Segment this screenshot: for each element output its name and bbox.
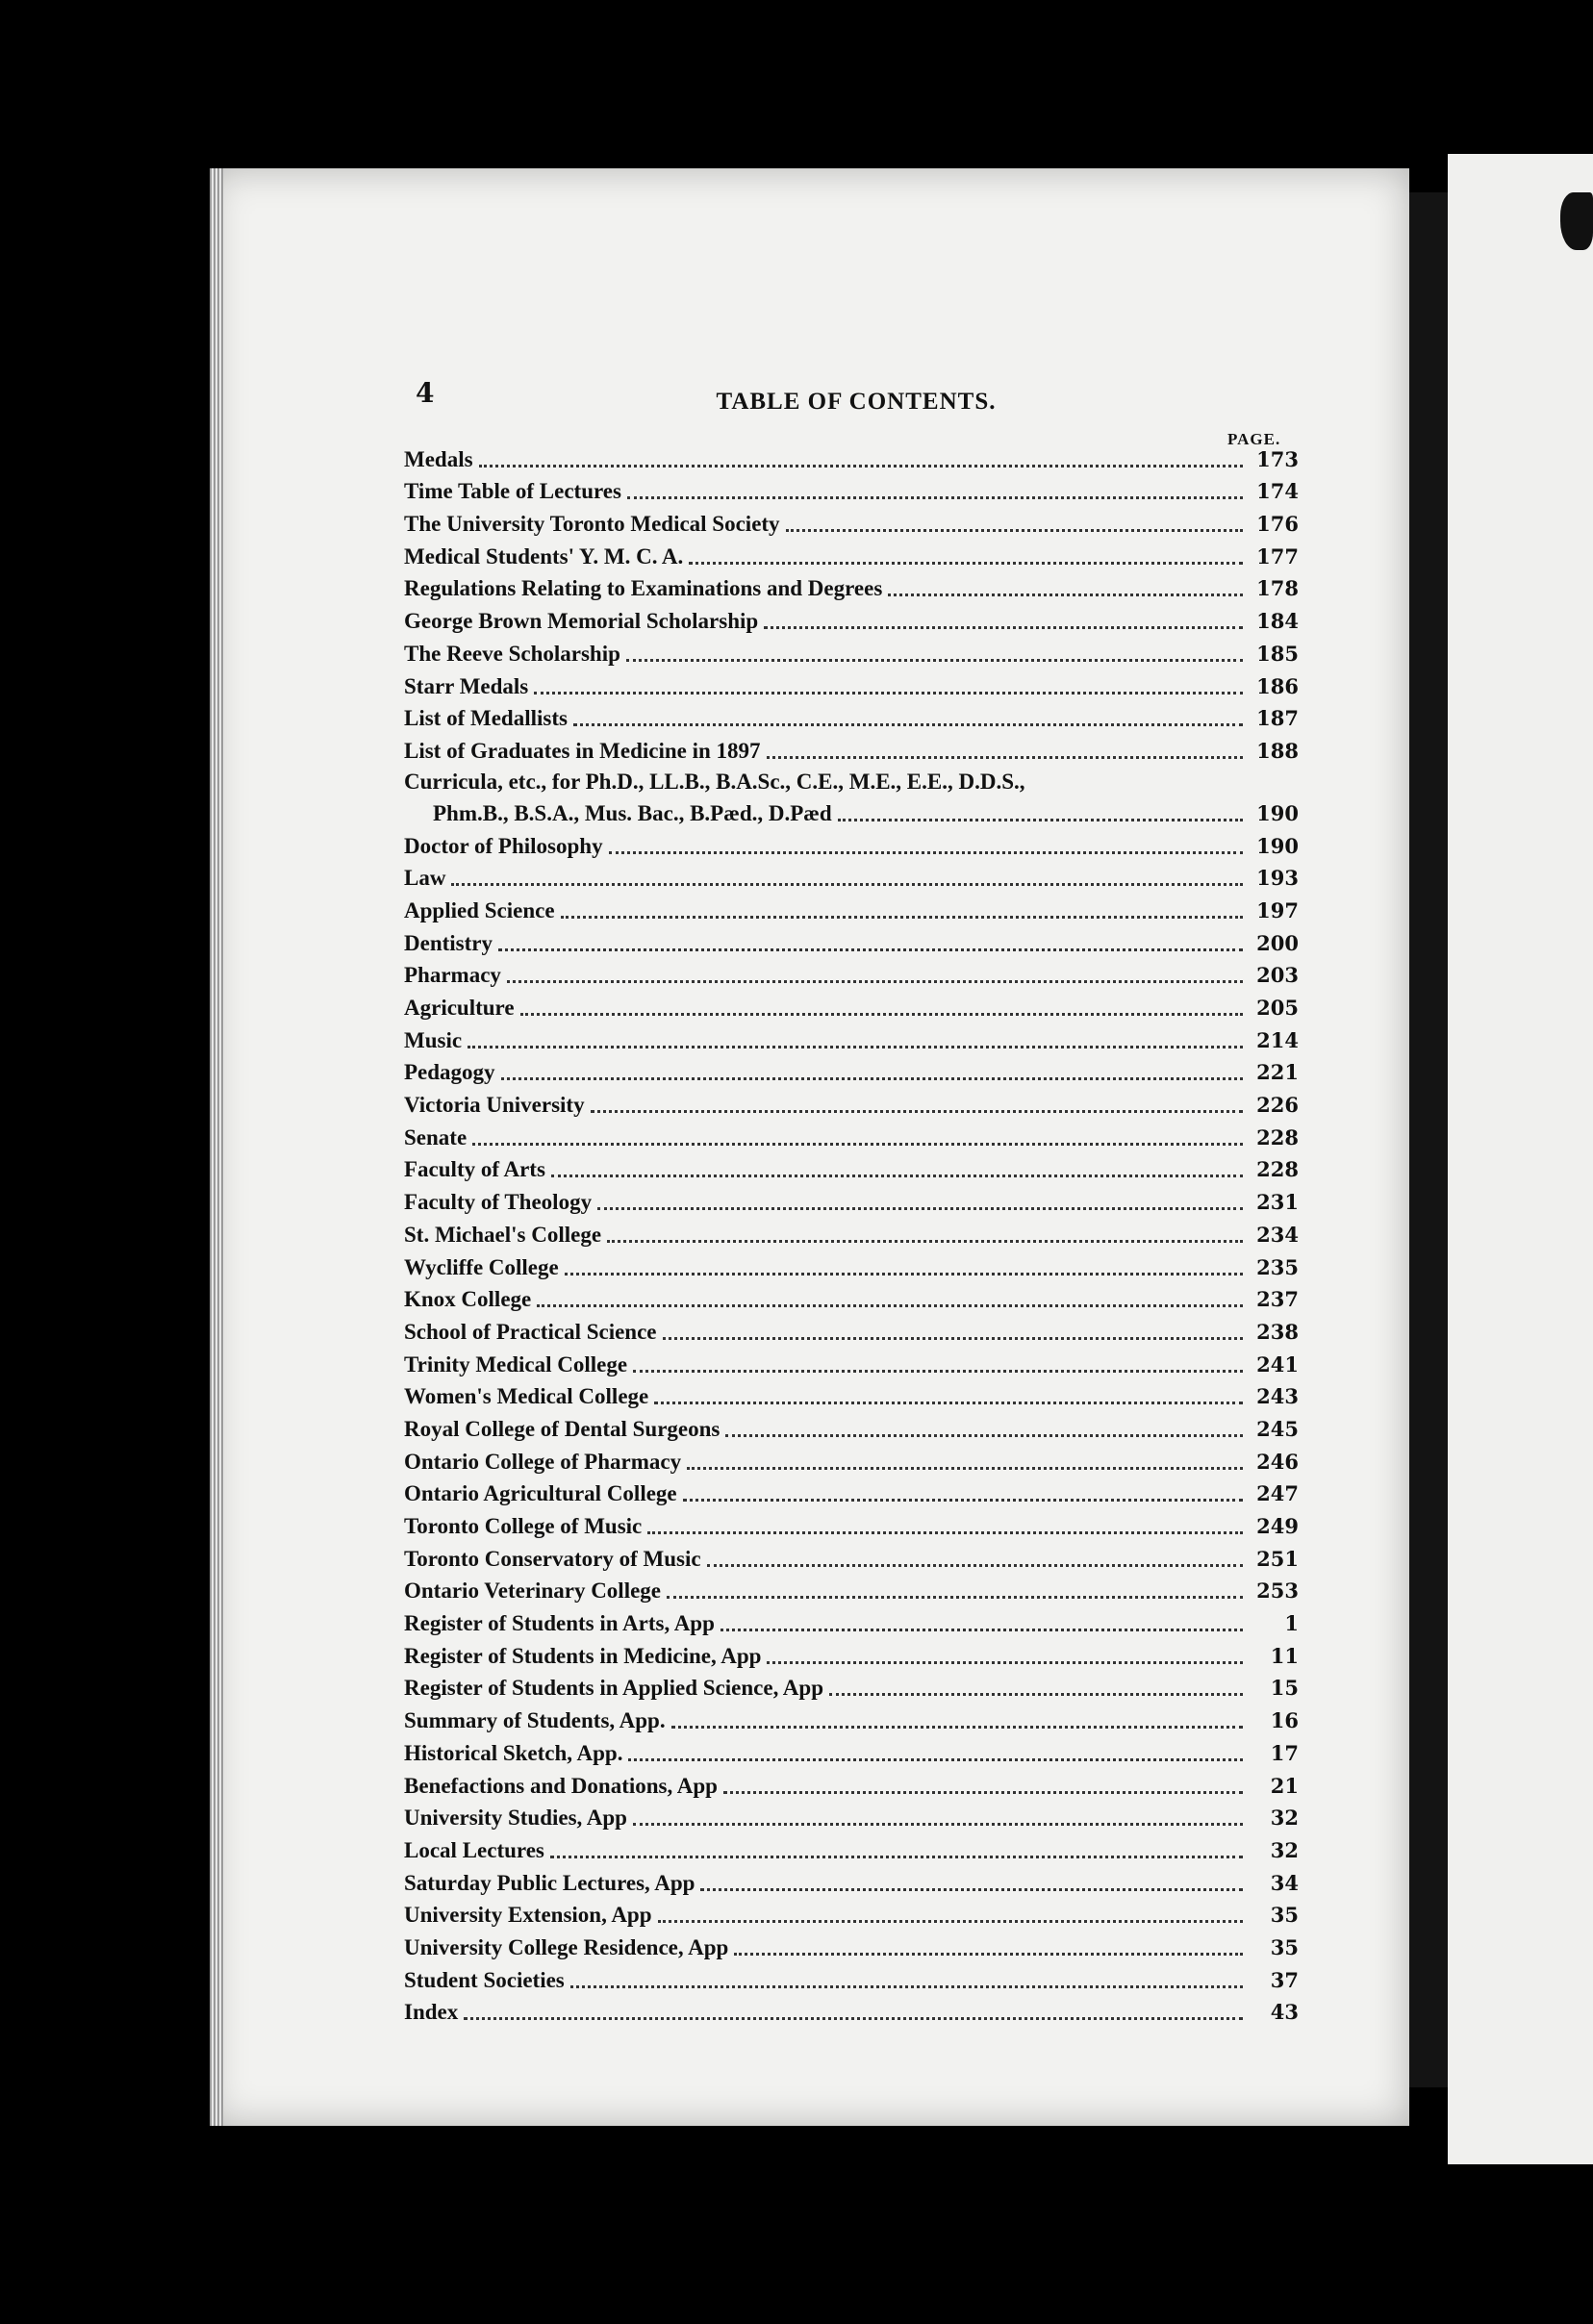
toc-entry-page: 21 [1270, 1773, 1299, 1798]
dot-leader [498, 948, 1243, 951]
toc-entry-page: 226 [1256, 1093, 1299, 1118]
toc-entry-page: 237 [1256, 1287, 1299, 1312]
dot-leader [468, 1046, 1243, 1048]
dot-leader [667, 1596, 1243, 1599]
toc-entry-page: 176 [1256, 512, 1299, 537]
toc-entry-page: 214 [1256, 1027, 1299, 1052]
toc-entry [404, 441, 1299, 473]
page-title: TABLE OF CONTENTS. [716, 389, 997, 415]
toc-entry [404, 1476, 1299, 1508]
dot-leader [451, 883, 1243, 886]
toc-entry-page: 228 [1256, 1157, 1299, 1182]
toc-entry-title: Saturday Public Lectures, App [404, 1870, 695, 1895]
toc-entry-title: Victoria University [404, 1093, 585, 1118]
toc-entry-page: 186 [1256, 673, 1299, 698]
toc-entry-title: University College Residence, App [404, 1934, 729, 1959]
toc-entry-title: Trinity Medical College [404, 1351, 628, 1377]
dot-leader [551, 1175, 1243, 1177]
toc-entry-page: 203 [1256, 963, 1299, 988]
dot-leader [683, 1499, 1243, 1502]
toc-entry-title: St. Michael's College [404, 1222, 602, 1247]
dot-leader [786, 529, 1243, 532]
facing-page-edge [1448, 154, 1593, 2164]
toc-entry [404, 1346, 1299, 1378]
dot-leader [654, 1402, 1243, 1404]
toc-entry-page: 231 [1256, 1190, 1299, 1215]
toc-entry-title: Law [404, 866, 446, 891]
toc-entry [404, 700, 1299, 733]
dot-leader [633, 1823, 1243, 1826]
toc-entry-page: 249 [1256, 1514, 1299, 1538]
toc-entry [404, 668, 1299, 700]
dot-leader [647, 1531, 1243, 1534]
toc-entry-title: University Studies, App [404, 1806, 627, 1831]
toc-entry-title: Historical Sketch, App. [404, 1740, 623, 1765]
dot-leader [725, 1434, 1243, 1437]
toc-entry-page: 174 [1256, 479, 1299, 504]
toc-entry [404, 505, 1299, 538]
toc-entry [404, 635, 1299, 668]
dot-leader [700, 1888, 1243, 1891]
toc-entry-page: 205 [1256, 996, 1299, 1020]
toc-entry [404, 1249, 1299, 1281]
toc-entry [404, 1767, 1299, 1800]
toc-entry [404, 1378, 1299, 1411]
toc-entry-page: 35 [1270, 1934, 1299, 1959]
toc-entry [404, 1410, 1299, 1443]
toc-entry-title: Knox College [404, 1287, 532, 1312]
toc-entry [404, 957, 1299, 990]
toc-entry-title: Wycliffe College [404, 1254, 559, 1279]
dot-leader [573, 723, 1243, 726]
toc-entry [404, 827, 1299, 860]
dot-leader [721, 1629, 1243, 1631]
toc-entry-page: 221 [1256, 1060, 1299, 1085]
toc-entry [404, 1151, 1299, 1184]
toc-entry [404, 1183, 1299, 1216]
toc-entry [404, 989, 1299, 1022]
toc-entry-title: George Brown Memorial Scholarship [404, 609, 759, 634]
toc-entry-title: Senate [404, 1124, 468, 1149]
toc-entry-title: Medals [404, 446, 473, 471]
dot-leader [888, 594, 1243, 596]
toc-entry [404, 1281, 1299, 1314]
toc-entry-title: Pedagogy [404, 1060, 495, 1085]
dot-leader [537, 1304, 1243, 1307]
toc-entry [404, 1604, 1299, 1637]
dot-leader [464, 2017, 1243, 2020]
toc-entry [404, 1573, 1299, 1605]
dot-leader [829, 1693, 1243, 1696]
toc-entry-page: 16 [1270, 1708, 1299, 1733]
toc-entry-title: Music [404, 1027, 463, 1052]
dot-leader [626, 659, 1243, 662]
dot-leader [838, 819, 1243, 821]
dot-leader [561, 916, 1243, 919]
toc-entry-page: 245 [1256, 1416, 1299, 1441]
toc-entry [404, 1507, 1299, 1540]
toc-entry-page: 251 [1256, 1546, 1299, 1571]
toc-entry [404, 924, 1299, 957]
toc-entry-title: Faculty of Arts [404, 1157, 545, 1182]
page-number: 4 [416, 377, 435, 409]
table-of-contents [404, 441, 1299, 2026]
toc-entry-page: 241 [1256, 1351, 1299, 1377]
toc-entry [404, 1637, 1299, 1670]
toc-entry-page: 37 [1270, 1967, 1299, 1992]
toc-entry-title: Toronto Conservatory of Music [404, 1546, 701, 1571]
toc-entry-title: Faculty of Theology [404, 1190, 593, 1215]
dot-leader [534, 692, 1243, 695]
dot-leader [607, 1240, 1243, 1243]
toc-entry [404, 1929, 1299, 1961]
toc-entry-title: Regulations Relating to Examinations and Degrees [404, 576, 883, 601]
toc-entry [404, 1540, 1299, 1573]
toc-entry-page: 184 [1256, 609, 1299, 634]
toc-entry-page: 185 [1256, 641, 1299, 666]
toc-entry-title: Summary of Students, App. [404, 1708, 666, 1733]
dot-leader [764, 626, 1243, 629]
toc-entry-title: Dentistry [404, 930, 493, 955]
toc-entry-title: Ontario Veterinary College [404, 1579, 662, 1604]
toc-entry-title: Register of Students in Arts, App [404, 1611, 715, 1636]
toc-entry-page: 246 [1256, 1449, 1299, 1474]
dot-leader [707, 1564, 1243, 1567]
dot-leader [767, 756, 1243, 759]
dot-leader [628, 1758, 1243, 1761]
dot-leader [633, 1370, 1243, 1373]
toc-entry [404, 1897, 1299, 1930]
toc-entry [404, 1216, 1299, 1249]
toc-entry-page: 253 [1256, 1579, 1299, 1604]
toc-entry [404, 1702, 1299, 1734]
toc-entry-title-continued: Phm.B., B.S.A., Mus. Bac., B.Pæd., D.Pæd [433, 800, 832, 825]
toc-entry-page: 193 [1256, 866, 1299, 891]
toc-entry-page: 197 [1256, 897, 1299, 922]
toc-entry [404, 1670, 1299, 1703]
toc-entry-page: 247 [1256, 1481, 1299, 1506]
toc-entry-title: Women's Medical College [404, 1384, 649, 1409]
toc-entry-title: Benefactions and Donations, App [404, 1773, 718, 1798]
toc-entry-title: List of Graduates in Medicine in 1897 [404, 738, 761, 763]
toc-entry-page: 235 [1256, 1254, 1299, 1279]
dot-leader [734, 1953, 1243, 1956]
toc-entry-page: 43 [1270, 2000, 1299, 2025]
dot-leader [671, 1726, 1243, 1729]
dot-leader [565, 1273, 1243, 1276]
toc-entry-title: Starr Medals [404, 673, 529, 698]
toc-entry-title: The Reeve Scholarship [404, 641, 620, 666]
toc-entry-page: 11 [1270, 1643, 1299, 1668]
toc-entry-page: 32 [1270, 1806, 1299, 1831]
toc-entry-title: Register of Students in Medicine, App [404, 1643, 762, 1668]
toc-entry [404, 538, 1299, 570]
dot-leader [570, 1985, 1243, 1988]
toc-entry [404, 1443, 1299, 1476]
dot-leader [627, 496, 1243, 499]
toc-entry-page: 200 [1256, 930, 1299, 955]
toc-entry-title: Medical Students' Y. M. C. A. [404, 543, 684, 568]
toc-entry-title: Doctor of Philosophy [404, 833, 603, 858]
toc-entry-title: Student Societies [404, 1967, 565, 1992]
toc-entry-title: Applied Science [404, 897, 555, 922]
toc-entry-title: Register of Students in Applied Science, App [404, 1676, 823, 1701]
book-gutter [1409, 192, 1448, 2087]
toc-entry [404, 732, 1299, 765]
dot-leader [658, 1920, 1243, 1923]
toc-entry-title: List of Medallists [404, 706, 568, 731]
toc-entry-title: Toronto College of Music [404, 1514, 643, 1538]
toc-entry [404, 1313, 1299, 1346]
dot-leader [550, 1856, 1243, 1858]
toc-entry-title: Local Lectures [404, 1837, 544, 1862]
toc-entry-page: 177 [1256, 543, 1299, 568]
toc-entry [404, 1864, 1299, 1897]
dot-leader [689, 562, 1243, 565]
dot-leader [507, 980, 1243, 983]
toc-entry [404, 892, 1299, 924]
toc-entry [404, 1994, 1299, 2027]
dot-leader [687, 1467, 1243, 1470]
dot-leader [479, 465, 1243, 467]
toc-entry [404, 1734, 1299, 1767]
toc-entry-page: 190 [1256, 800, 1299, 825]
toc-entry-title: The University Toronto Medical Society [404, 512, 780, 537]
toc-entry-page: 173 [1256, 446, 1299, 471]
dot-leader [597, 1207, 1243, 1210]
toc-entry-title: Index [404, 2000, 459, 2025]
toc-entry-title: Ontario Agricultural College [404, 1481, 677, 1506]
toc-entry-page: 187 [1256, 706, 1299, 731]
toc-entry [404, 602, 1299, 635]
dot-leader [663, 1337, 1243, 1340]
dot-leader [520, 1013, 1243, 1016]
page-edges [210, 168, 223, 2126]
toc-entry-title: Agriculture [404, 996, 515, 1020]
page-column-label: PAGE. [1227, 430, 1281, 448]
toc-entry-page: 34 [1270, 1870, 1299, 1895]
toc-entry-page: 234 [1256, 1222, 1299, 1247]
toc-entry [404, 1961, 1299, 1994]
toc-entry-title: Time Table of Lectures [404, 479, 621, 504]
toc-entry-title: Curricula, etc., for Ph.D., LL.B., B.A.Sc., C.E., M.E., E.E., D.D.S., [404, 769, 1025, 794]
toc-entry [404, 765, 1299, 827]
toc-entry [404, 1800, 1299, 1832]
dot-leader [591, 1110, 1243, 1113]
toc-entry-page: 238 [1256, 1319, 1299, 1344]
toc-entry-page: 17 [1270, 1740, 1299, 1765]
dot-leader [472, 1143, 1243, 1146]
toc-entry-page: 243 [1256, 1384, 1299, 1409]
toc-entry-page: 32 [1270, 1837, 1299, 1862]
toc-entry [404, 570, 1299, 603]
toc-entry [404, 1022, 1299, 1054]
toc-entry-title: School of Practical Science [404, 1319, 657, 1344]
toc-entry [404, 1054, 1299, 1087]
toc-entry-page: 35 [1270, 1903, 1299, 1928]
toc-entry [404, 1831, 1299, 1864]
dot-leader [501, 1077, 1243, 1080]
toc-entry [404, 860, 1299, 893]
toc-entry-page: 190 [1256, 833, 1299, 858]
toc-entry-page: 1 [1284, 1611, 1299, 1636]
toc-entry-title: Ontario College of Pharmacy [404, 1449, 682, 1474]
toc-entry-title: University Extension, App [404, 1903, 652, 1928]
toc-entry-page: 178 [1256, 576, 1299, 601]
toc-entry [404, 473, 1299, 506]
toc-entry-title: Pharmacy [404, 963, 501, 988]
toc-entry-title: Royal College of Dental Surgeons [404, 1416, 721, 1441]
toc-entry [404, 1119, 1299, 1151]
dot-leader [609, 851, 1243, 854]
toc-entry [404, 1086, 1299, 1119]
toc-entry-page: 228 [1256, 1124, 1299, 1149]
toc-entry-page: 15 [1270, 1676, 1299, 1701]
dot-leader [767, 1661, 1243, 1664]
toc-entry-page: 188 [1256, 738, 1299, 763]
ink-blot [1560, 192, 1593, 250]
dot-leader [723, 1791, 1243, 1794]
